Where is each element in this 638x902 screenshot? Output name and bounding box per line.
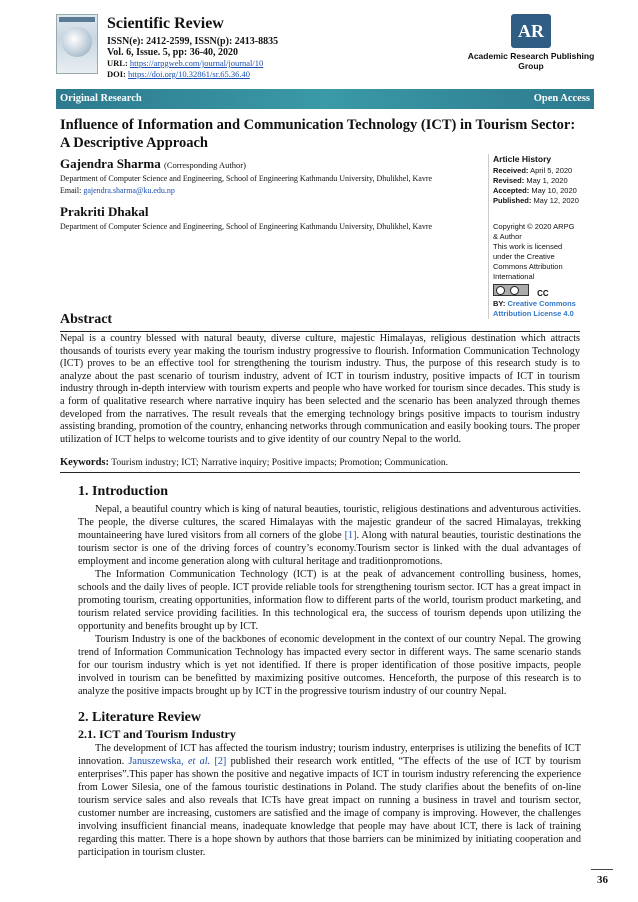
author-1-name-text: Gajendra Sharma bbox=[60, 156, 161, 171]
introduction-heading: 1. Introduction bbox=[78, 484, 168, 499]
intro-paragraph-1 bbox=[78, 503, 581, 568]
accepted-date: May 10, 2020 bbox=[531, 186, 577, 195]
keywords-line bbox=[60, 457, 580, 468]
author-2-affiliation: Department of Computer Science and Engineering, School of Engineering Kathmandu University, Dhulikhel, Kavre bbox=[60, 222, 433, 231]
published-date: May 12, 2020 bbox=[533, 196, 579, 205]
history-title: Article History bbox=[493, 154, 552, 164]
published-label: Published: bbox=[493, 196, 532, 205]
et-al: et al. bbox=[187, 756, 211, 767]
corresponding-author-note: (Corresponding Author) bbox=[164, 160, 246, 170]
accepted-row bbox=[493, 186, 580, 196]
journal-cover-image bbox=[56, 14, 98, 74]
cc-license-icon[interactable] bbox=[493, 284, 529, 296]
author-1-affiliation: Department of Computer Science and Engineering, School of Engineering Kathmandu University, Dhulikhel, Kavre bbox=[60, 174, 433, 183]
url-line bbox=[107, 58, 278, 69]
publisher-name-line2: Group bbox=[518, 61, 544, 71]
keywords-label: Keywords: bbox=[60, 457, 109, 468]
copyright-text: Copyright © 2020 ARPG & Author bbox=[493, 222, 575, 241]
article-type-banner bbox=[56, 89, 594, 109]
cited-author: Januszewska, bbox=[128, 756, 188, 767]
open-access-label: Open Access bbox=[533, 93, 590, 104]
doi-label: DOI: bbox=[107, 69, 126, 79]
published-row bbox=[493, 196, 580, 206]
abstract-divider bbox=[60, 331, 580, 332]
author-1-email-line bbox=[60, 186, 480, 196]
author-2-name: Prakriti Dhakal bbox=[60, 204, 149, 219]
intro-paragraph-2: The Information Communication Technology (ICT) is at the peak of advancement controlling business, homes, schools and the daily lives of people. ICT provide reliable tools for strengthening tourism sector. ICT has a great impact in promoting tourism, creating opportunities, information flow to different parts of the world, tourism product marketing, and tourism related service providing facilities. In this technological era, the success of tourism depends upon utilizing the opportunity and benefits brought up by ICT. bbox=[78, 569, 581, 632]
author-1-name bbox=[60, 156, 480, 172]
license-link-row bbox=[493, 299, 580, 319]
doi-line bbox=[107, 69, 278, 80]
intro-paragraph-3: Tourism Industry is one of the backbones of economic development in the context of our country Nepal. The growing trend of Information Communication Technology has impacted every sector in different ways. The same scenario stands for our tourism industry which is yet not identified. If there is proper identification of those positive impacts, people involved in tourism can be benefitted by maximizing positive outcomes. Henceforth, the purpose of this research is to analyze the positive impacts brought up by ICT in the progressive tourism industry of our country Nepal. bbox=[78, 634, 581, 697]
journal-url-link[interactable]: https://arpgweb.com/journal/journal/10 bbox=[129, 58, 264, 68]
introduction-section bbox=[78, 484, 581, 698]
cover-title-bar bbox=[59, 17, 95, 22]
url-label: URL: bbox=[107, 58, 128, 68]
page-number: 36 bbox=[597, 874, 608, 886]
footer-divider bbox=[591, 869, 613, 870]
lit-p1-text-b: published their research work entitled, “The effects of the use of ICT by tourism enterprises”.This paper has shown the positive and negative impacts of ICT in tourism industry referencing the experience from Lower Silesia, one of the famous touristic destinations in Poland. The study clarifies about the benefits of on-line tourism service sales and also reveals that ICTs have great impact on running a business in travel and tourism sector, customer number are increasing, customers are satisfied and the image of company is improving. However, the challenges involving insufficient financial means, inadequate knowledge that people may have about ICT, there is lack of training regarding this matter. There is a hope shown by authors that those barriers can be minimized by initiating cooperation and participation in tourism cluster. bbox=[78, 756, 581, 858]
cc-label: CC bbox=[537, 289, 549, 298]
lit-paragraph-1 bbox=[78, 742, 581, 859]
keywords-divider bbox=[60, 472, 580, 473]
literature-review-section bbox=[78, 710, 581, 859]
paper-title: Influence of Information and Communication Technology (ICT) in Tourism Sector: A Descriptive Approach bbox=[60, 117, 576, 151]
intro-p1-text-a: Nepal, a beautiful country which is king of natural beauties, touristic, religious destinations and adventurous activities. The people, the diverse cultures, the scared Himalayas with the majestic grandeur of the sacred Himalayas, trekking mountaineering have lured visitors from all corners of the globe bbox=[78, 504, 581, 541]
email-label: Email: bbox=[60, 186, 82, 195]
revised-row bbox=[493, 176, 580, 186]
accepted-label: Accepted: bbox=[493, 186, 530, 195]
publisher-block bbox=[466, 14, 596, 71]
publisher-name-line1: Academic Research Publishing bbox=[467, 51, 595, 61]
abstract-heading: Abstract bbox=[60, 312, 113, 327]
citation-1-link[interactable]: [1] bbox=[344, 530, 357, 541]
journal-header bbox=[56, 10, 596, 84]
cover-illustration bbox=[62, 27, 92, 57]
literature-review-heading: 2. Literature Review bbox=[78, 710, 201, 725]
intro-p1-text-b: . Along with natural beauties, touristic destinations the tourism sector is one of the driving forces of country’s economy.Tourism sector is linked with the dual advantages of employment and income generation along with cultural heritage and traditionpromotions. bbox=[78, 530, 581, 567]
journal-name: Scientific Review bbox=[107, 15, 224, 32]
author-block bbox=[60, 156, 480, 232]
revised-label: Revised: bbox=[493, 176, 525, 185]
license-intro: This work is licensed under the Creative Commons Attribution International bbox=[493, 242, 563, 281]
copyright-block bbox=[493, 222, 580, 319]
publisher-logo: AR bbox=[511, 14, 551, 48]
volume-info: Vol. 6, Issue. 5, pp: 36-40, 2020 bbox=[107, 47, 239, 58]
received-date: April 5, 2020 bbox=[530, 166, 573, 175]
issn: ISSN(e): 2412-2599, ISSN(p): 2413-8835 bbox=[107, 36, 279, 47]
license-link[interactable]: Creative Commons Attribution License 4.0 bbox=[493, 299, 576, 318]
article-type-label: Original Research bbox=[60, 93, 142, 104]
cc-row bbox=[493, 282, 580, 299]
author-1-email-link[interactable]: gajendra.sharma@ku.edu.np bbox=[83, 186, 175, 195]
doi-link[interactable]: https://doi.org/10.32861/sr.65.36.40 bbox=[128, 69, 250, 79]
revised-date: May 1, 2020 bbox=[526, 176, 568, 185]
keywords-text: Tourism industry; ICT; Narrative inquiry; Positive impacts; Promotion; Communication. bbox=[111, 458, 449, 468]
cited-author-link[interactable] bbox=[128, 756, 210, 767]
received-row bbox=[493, 166, 580, 176]
citation-2-link[interactable]: [2] bbox=[214, 756, 227, 767]
subsection-heading: 2.1. ICT and Tourism Industry bbox=[78, 727, 236, 741]
journal-meta bbox=[107, 36, 278, 80]
article-history-panel bbox=[488, 154, 580, 319]
received-label: Received: bbox=[493, 166, 529, 175]
by-label: BY: bbox=[493, 299, 506, 308]
abstract-text: Nepal is a country blessed with natural beauty, diverse culture, majestic Himalayas, religious destination which attracts thousands of tourists every year making the tourism industry progressive to flourish. Information Communication Technology (ICT) proves to be an effective tool for strengthening the tourism industry. Thus, the purpose of this research study is to analyze about the past scenario of tourism industry, advent of ICT in tourism industry, positive impacts of ICT in tourism industry through in-depth interview with tourism experts and people who have worked for tourism since decades. This study is a form of qualitative research where narrative inquiry has been selected and the scenario has been analyzed through themes developed from the narratives. The result reveals that the emerging technology brings positive impacts to tourism industry assisting branding, promotion of the country, enhancing networks through communication and easily booking tours. The proper utilization of ICT helps to welcome tourists and to give identity of our country Nepal to the world. bbox=[60, 333, 580, 445]
lit-p1-text-a: The development of ICT has affected the tourism industry; tourism industry, enterprises is utilizing the benefits of ICT innovation. bbox=[78, 743, 581, 767]
